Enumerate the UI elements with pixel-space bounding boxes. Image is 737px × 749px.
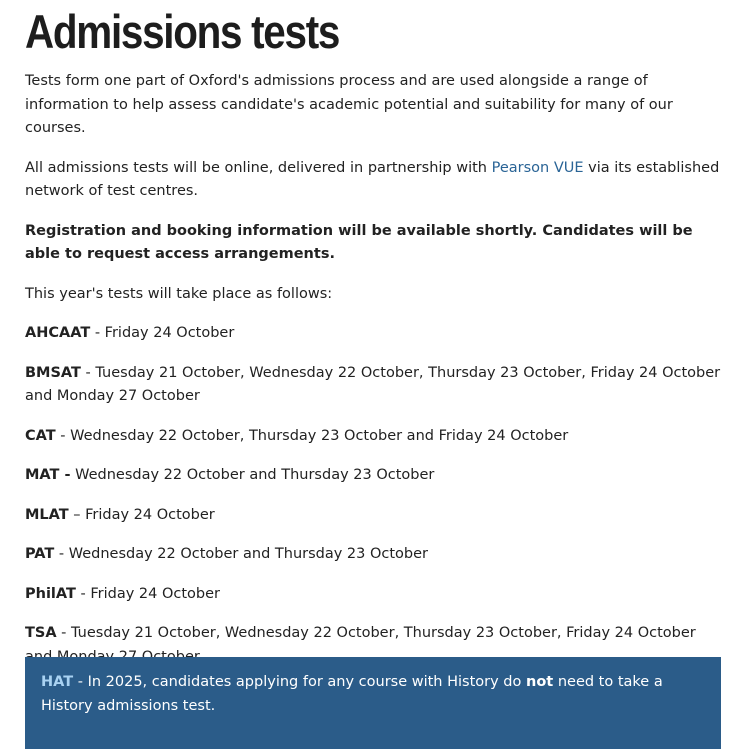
test-name: TSA	[25, 625, 57, 641]
test-item-ahcaat	[25, 322, 721, 346]
hat-emphasis: not	[526, 674, 554, 690]
test-dates: - Wednesday 22 October, Thursday 23 October and Friday 24 October	[55, 427, 569, 444]
test-item-pat	[25, 543, 721, 567]
test-item-mat	[25, 464, 721, 488]
test-dates: - Wednesday 22 October and Thursday 23 October	[54, 546, 429, 562]
test-name: PhilAT	[25, 585, 76, 602]
test-name: PAT	[25, 546, 55, 562]
test-dates: - Friday 24 October	[90, 325, 235, 341]
hat-text-after: need to take a History admissions test.	[41, 674, 663, 714]
online-text-after: via its established network of test centres.	[25, 159, 720, 199]
hat-text-before: - In 2025, candidates applying for any course with History do	[73, 674, 526, 690]
test-name: MAT -	[25, 467, 71, 483]
test-name: AHCAAT	[25, 325, 91, 341]
online-tests-paragraph	[25, 157, 721, 204]
test-item-philat	[25, 583, 721, 607]
online-text-before: All admissions tests will be online, delivered in partnership with	[25, 159, 492, 176]
test-item-mlat	[25, 504, 721, 528]
intro-paragraph: Tests form one part of Oxford's admissions process and are used alongside a range of information to help assess candidate's academic potential and suitability for many of our courses.	[25, 73, 673, 136]
registration-notice: Registration and booking information will be available shortly. Candidates will be able to request access arrangements.	[25, 222, 693, 262]
pearson-vue-link[interactable]: Pearson VUE	[491, 159, 584, 176]
test-dates: - Tuesday 21 October, Wednesday 22 October, Thursday 23 October, Friday 24 October and Monday 27 October	[25, 364, 721, 404]
test-name: BMSAT	[25, 364, 81, 381]
test-name: CAT	[25, 427, 56, 444]
test-dates: Wednesday 22 October and Thursday 23 October	[70, 467, 435, 483]
page-title: Admissions tests	[25, 5, 340, 58]
test-item-cat	[25, 425, 721, 449]
test-dates: – Friday 24 October	[68, 506, 215, 523]
test-dates: - Friday 24 October	[75, 585, 220, 602]
hat-notice-box	[25, 657, 721, 749]
tests-lead: This year's tests will take place as follows:	[25, 285, 333, 302]
test-dates: - Tuesday 21 October, Wednesday 22 October, Thursday 23 October, Friday 24 October	[61, 625, 696, 641]
test-item-bmsat	[25, 362, 721, 409]
tests-list	[25, 322, 721, 669]
hat-name: HAT	[41, 674, 74, 690]
test-name: MLAT	[25, 506, 69, 523]
